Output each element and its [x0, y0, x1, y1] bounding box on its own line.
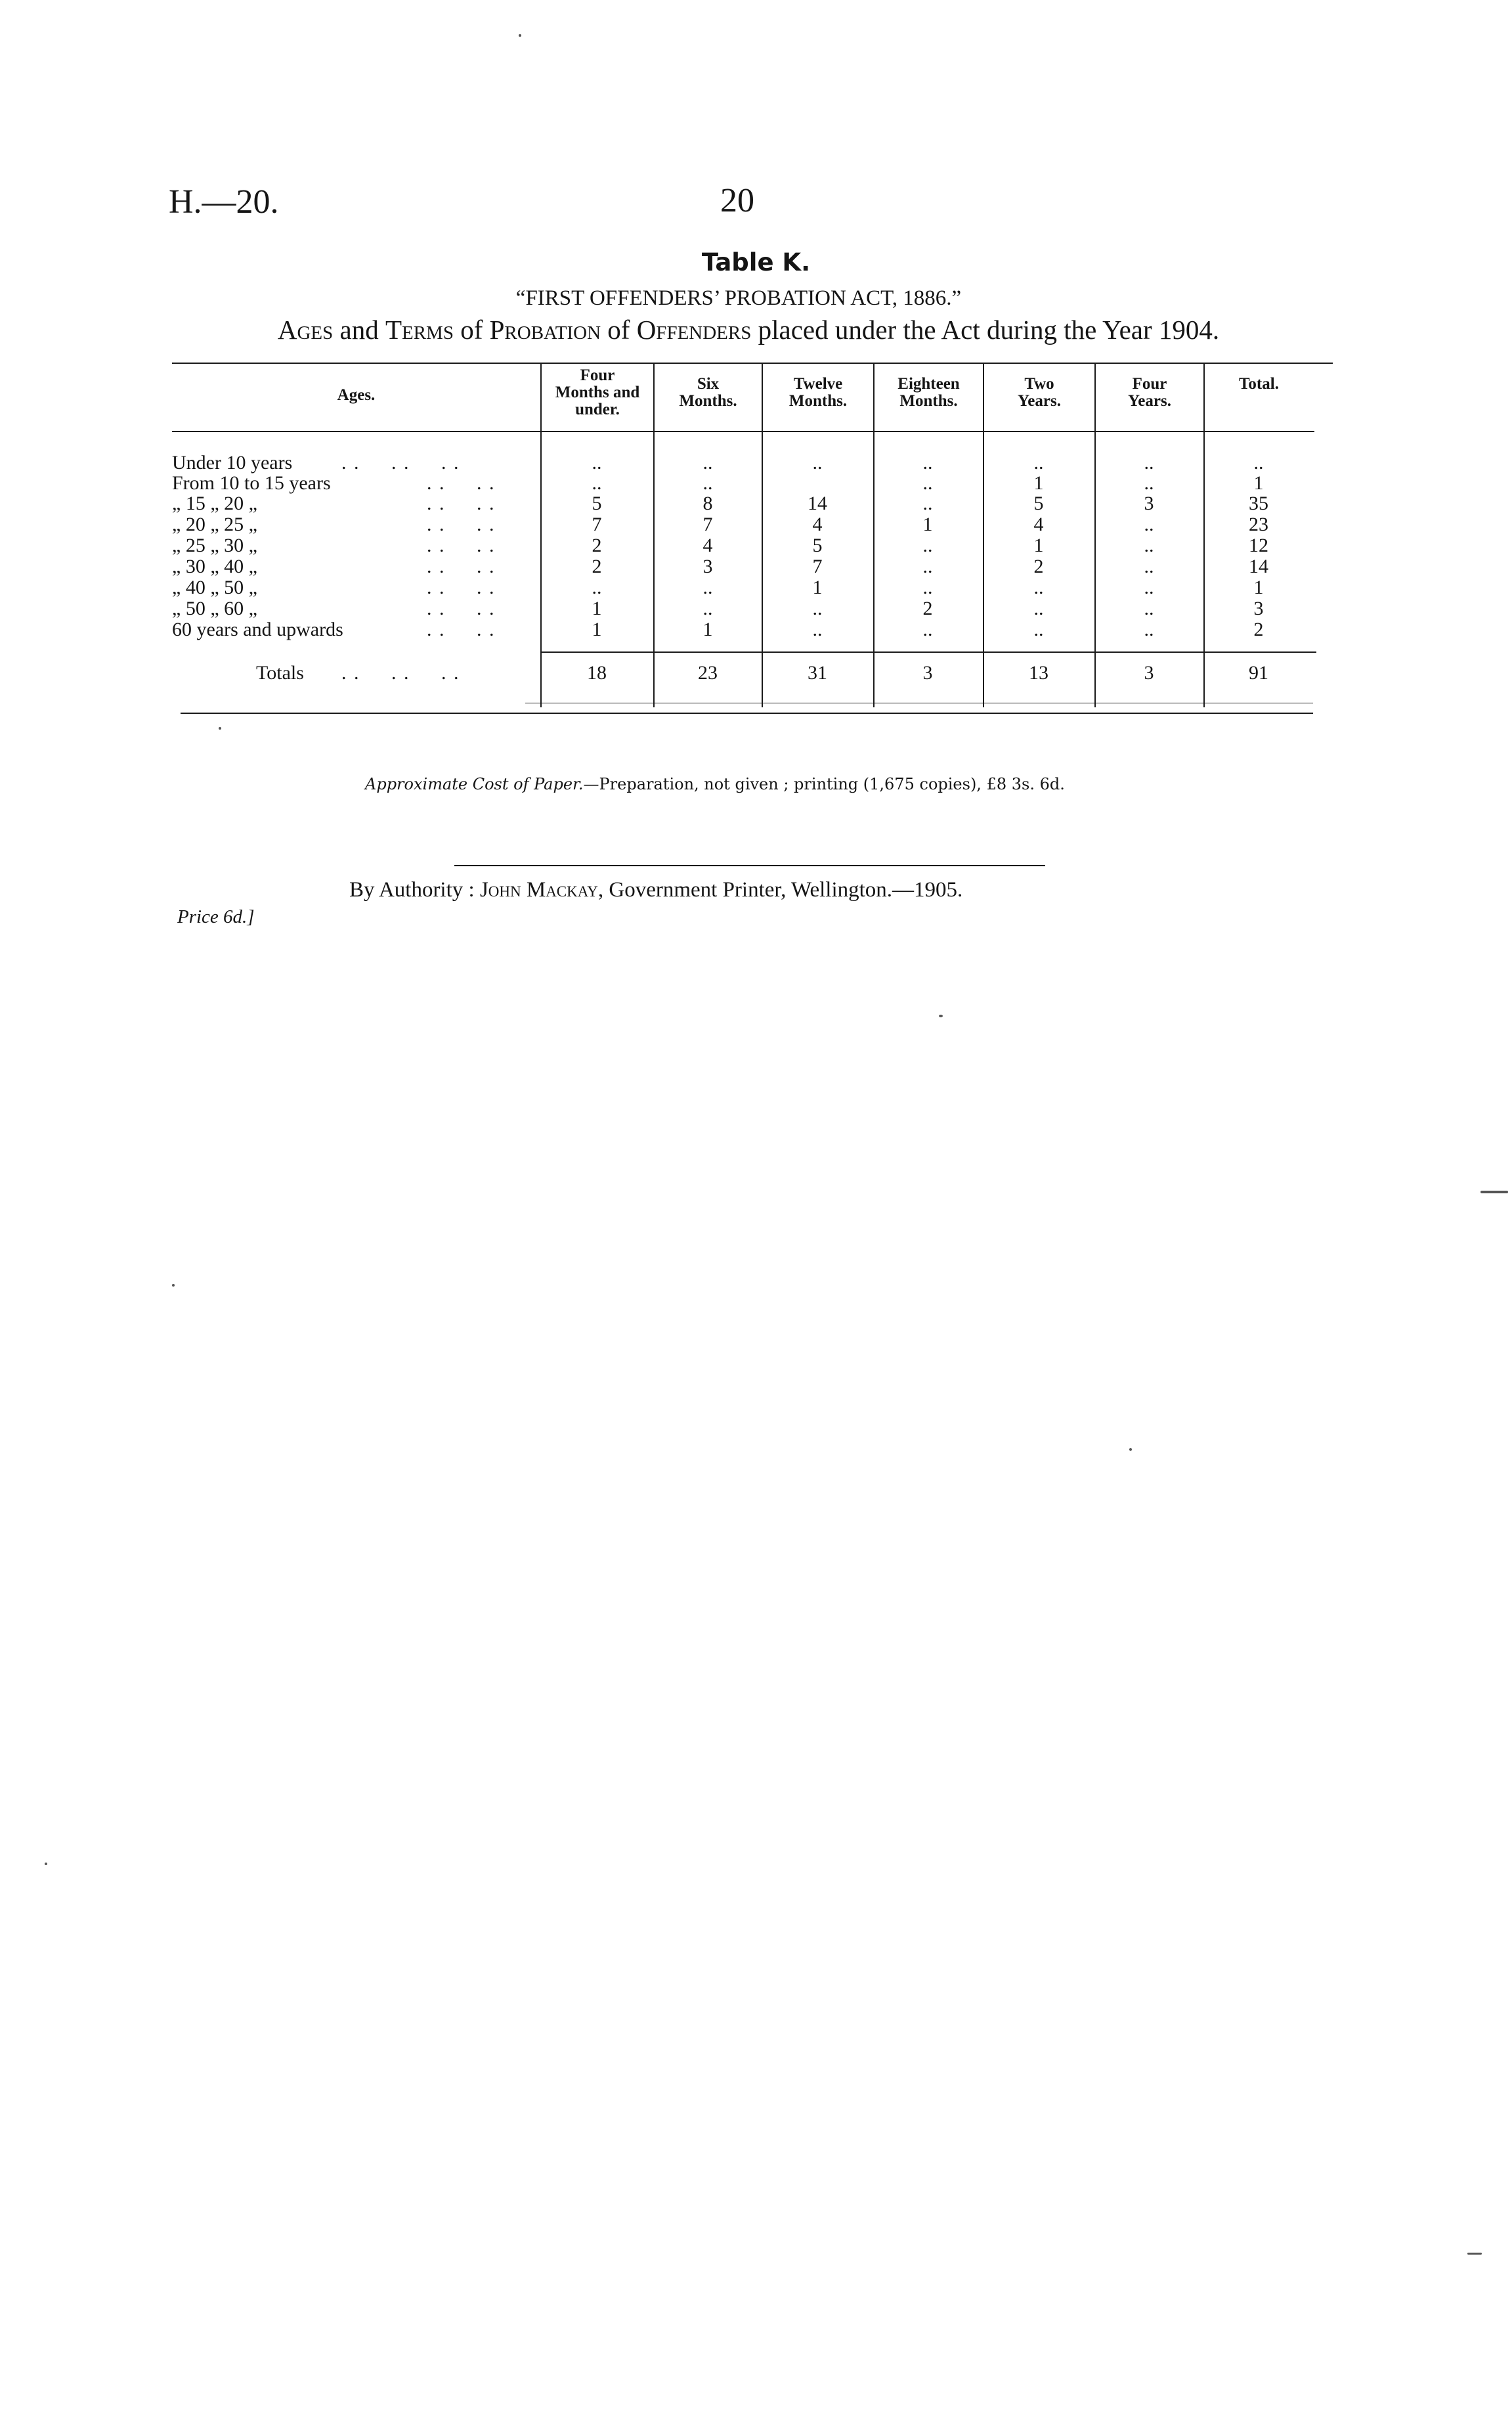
header-line: under.	[575, 401, 620, 418]
caption-part: and	[333, 315, 385, 345]
scan-speck	[219, 727, 221, 730]
table-cell: ..	[1253, 452, 1264, 474]
header-line: Years.	[1128, 392, 1171, 410]
table-cell: 1	[702, 619, 713, 640]
authority-line	[349, 878, 962, 902]
header-total	[1205, 376, 1313, 393]
table-cell: ..	[812, 619, 823, 640]
table-cell: ..	[1033, 452, 1044, 474]
header-six-months	[655, 376, 762, 410]
header-line: Months.	[679, 392, 737, 410]
table-cell: 8	[702, 493, 713, 514]
header-line: Months.	[899, 392, 958, 410]
table-cell: ..	[922, 472, 933, 494]
table-cell: 2	[1033, 556, 1044, 577]
scan-speck	[939, 1015, 943, 1017]
totals-top-rule	[542, 651, 1316, 653]
column-rule	[983, 363, 984, 707]
cost-label: Approximate Cost of Paper.	[365, 775, 584, 793]
table-label: Table K.	[701, 248, 811, 276]
header-line: Eighteen	[897, 375, 960, 393]
report-code: H.—20.	[169, 183, 279, 221]
dot-leader: . . . .	[427, 535, 496, 556]
price: Price 6d.]	[177, 906, 255, 927]
table-cell: 1	[1033, 472, 1044, 494]
table-cell: 5	[812, 535, 823, 556]
row-label: From 10 to 15 years	[172, 472, 331, 494]
header-line: Twelve	[793, 375, 843, 393]
table-cell: ..	[812, 452, 823, 474]
scan-speck	[172, 1284, 175, 1287]
totals-cell: 13	[1029, 662, 1048, 684]
column-rule	[1203, 363, 1205, 707]
totals-cell: 91	[1249, 662, 1268, 684]
table-cell: 1	[922, 514, 933, 535]
table-cell: ..	[1033, 619, 1044, 640]
table-cell: 7	[702, 514, 713, 535]
table-cell: ..	[702, 472, 713, 494]
authority-prefix: By Authority :	[349, 878, 480, 902]
caption-part: of	[601, 315, 637, 345]
header-two-years	[984, 376, 1094, 410]
header-four-months	[542, 367, 653, 418]
table-cell: ..	[1144, 619, 1154, 640]
dot-leader: . . . .	[427, 577, 496, 598]
table-caption	[0, 314, 1497, 345]
dot-leader: . . . .	[427, 472, 496, 494]
table-cell: ..	[922, 535, 933, 556]
dot-leader: . . . .	[427, 493, 496, 514]
table-cell: 2	[592, 556, 602, 577]
scan-speck	[45, 1863, 47, 1865]
header-line: Two	[1024, 375, 1054, 393]
table-cell: 14	[808, 493, 827, 514]
dot-leader: . . . .	[427, 598, 496, 619]
row-label: „ 30 „ 40 „	[172, 556, 257, 577]
row-label: „ 15 „ 20 „	[172, 493, 257, 514]
table-cell: 2	[592, 535, 602, 556]
totals-cell: 3	[1144, 662, 1154, 684]
caption-part: of	[453, 315, 490, 345]
table-cell: ..	[592, 577, 602, 598]
table-cell: 5	[592, 493, 602, 514]
dot-leader: . . . . . .	[341, 452, 460, 474]
totals-label: Totals	[256, 662, 304, 684]
table-cell: 4	[812, 514, 823, 535]
header-line: Months.	[788, 392, 848, 410]
printer-name: John Mackay	[479, 878, 598, 902]
table-cell: ..	[922, 493, 933, 514]
table-cell: 2	[922, 598, 933, 619]
scan-speck	[1129, 1448, 1132, 1451]
row-label: „ 25 „ 30 „	[172, 535, 257, 556]
table-cell: ..	[592, 472, 602, 494]
header-line: Four	[1132, 375, 1167, 393]
dot-leader: . . . .	[427, 514, 496, 535]
column-rule	[762, 363, 763, 707]
table-cell: ..	[922, 619, 933, 640]
table-top-rule	[172, 363, 1333, 364]
header-eighteen-months	[875, 376, 983, 410]
table-cell: 14	[1249, 556, 1268, 577]
table-cell: ..	[702, 598, 713, 619]
dot-leader: . . . .	[427, 556, 496, 577]
table-cell: 1	[1033, 535, 1044, 556]
caption-part: placed under the Act during the Year 1904.	[751, 315, 1220, 345]
table-cell: ..	[1144, 598, 1154, 619]
table-cell: ..	[702, 452, 713, 474]
table-cell: ..	[1144, 556, 1154, 577]
totals-cell: 31	[808, 662, 827, 684]
scan-speck	[1480, 1191, 1508, 1193]
table-cell: 1	[812, 577, 823, 598]
row-label: 60 years and upwards	[172, 619, 343, 640]
row-label: „ 50 „ 60 „	[172, 598, 257, 619]
table-cell: ..	[922, 577, 933, 598]
footer-rule	[454, 865, 1045, 866]
header-line: Years.	[1018, 392, 1061, 410]
table-cell: 1	[592, 598, 602, 619]
table-cell: 5	[1033, 493, 1044, 514]
cost-note	[365, 775, 1065, 793]
table-cell: 12	[1249, 535, 1268, 556]
table-cell: 1	[1253, 472, 1264, 494]
header-ages: Ages.	[337, 386, 376, 404]
table-cell: ..	[1144, 452, 1154, 474]
table-cell: 23	[1249, 514, 1268, 535]
header-twelve-months	[763, 376, 873, 410]
table-cell: ..	[922, 452, 933, 474]
caption-part: Offenders	[636, 315, 752, 345]
header-line: Six	[697, 375, 720, 393]
caption-part: Terms	[385, 315, 454, 345]
page-number: 20	[720, 182, 754, 219]
table-cell: ..	[1144, 472, 1154, 494]
table-cell: ..	[1144, 514, 1154, 535]
totals-cell: 3	[922, 662, 933, 684]
header-four-years	[1096, 376, 1203, 410]
authority-suffix: , Government Printer, Wellington.—1905.	[597, 878, 963, 902]
table-bottom-rule	[181, 713, 1313, 714]
column-rule	[873, 363, 875, 707]
totals-cell: 23	[698, 662, 718, 684]
caption-part: Probation	[489, 315, 601, 345]
row-label: „ 20 „ 25 „	[172, 514, 257, 535]
table-cell: 35	[1249, 493, 1268, 514]
table-cell: 1	[1253, 577, 1264, 598]
table-cell: ..	[1144, 535, 1154, 556]
table-cell: ..	[1033, 598, 1044, 619]
header-line: Total.	[1239, 375, 1279, 393]
scan-speck	[519, 34, 521, 37]
header-bottom-rule	[172, 431, 1314, 432]
table-cell: 3	[1253, 598, 1264, 619]
table-cell: ..	[702, 577, 713, 598]
header-line: Four	[580, 366, 615, 384]
table-cell: 1	[592, 619, 602, 640]
scan-speck	[1467, 2253, 1482, 2255]
caption-part: Ages	[277, 315, 334, 345]
table-cell: ..	[812, 598, 823, 619]
table-cell: ..	[1033, 577, 1044, 598]
row-label: „ 40 „ 50 „	[172, 577, 257, 598]
table-cell: 2	[1253, 619, 1264, 640]
table-cell: 4	[702, 535, 713, 556]
table-cell: ..	[1144, 577, 1154, 598]
table-cell: 7	[812, 556, 823, 577]
table-cell: 3	[1144, 493, 1154, 514]
table-cell: 7	[592, 514, 602, 535]
act-title: “FIRST OFFENDERS’ PROBATION ACT, 1886.”	[515, 286, 962, 310]
table-cell: ..	[592, 452, 602, 474]
column-rule	[653, 363, 655, 707]
dot-leader: . . . .	[427, 619, 496, 640]
dot-leader: . . . . . .	[341, 662, 460, 684]
row-label: Under 10 years	[172, 452, 293, 474]
cost-text: —Preparation, not given ; printing (1,675 copies), £8 3s. 6d.	[583, 775, 1065, 793]
table-cell: ..	[922, 556, 933, 577]
table-cell: 3	[702, 556, 713, 577]
table-cell: 4	[1033, 514, 1044, 535]
totals-cell: 18	[587, 662, 607, 684]
header-line: Months and	[555, 384, 640, 401]
column-rule	[1094, 363, 1096, 707]
